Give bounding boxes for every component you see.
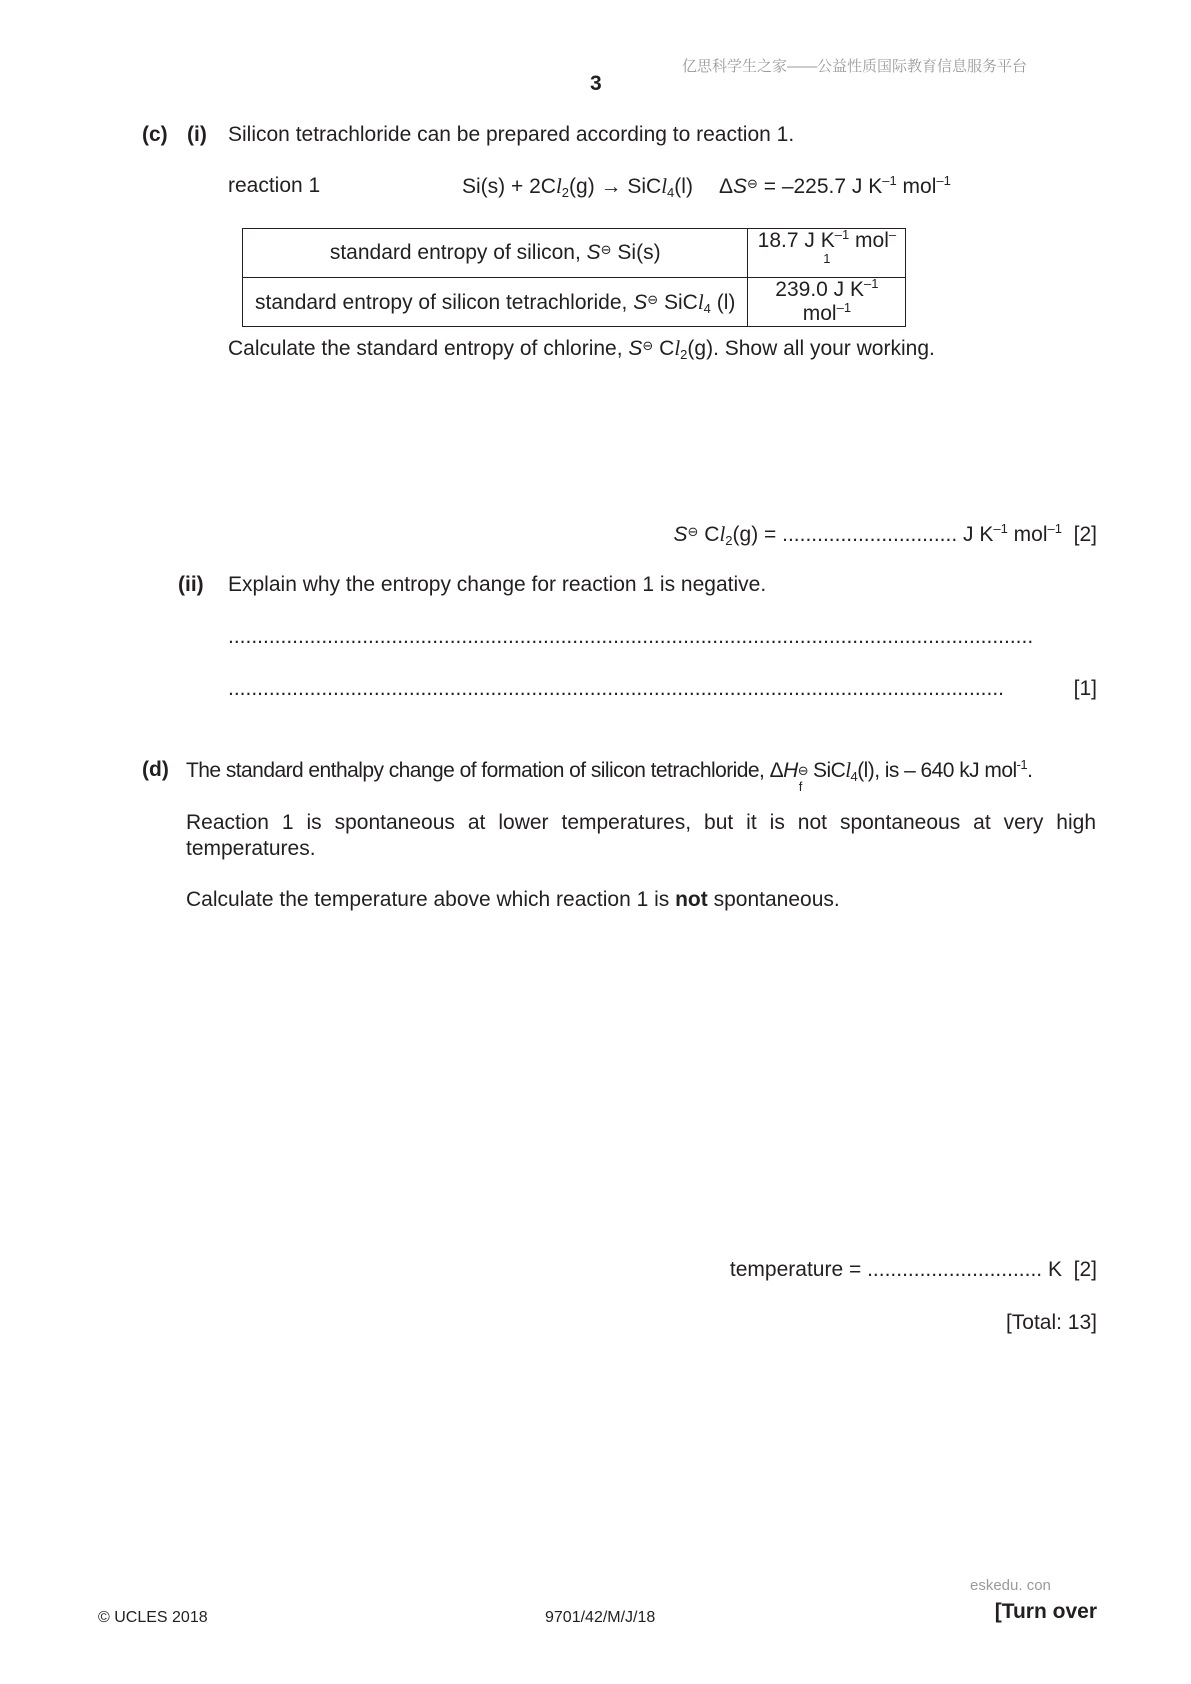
turn-over: [Turn over bbox=[994, 1600, 1097, 1623]
entropy-table bbox=[242, 228, 906, 327]
answer-line-temperature: temperature = .............................. K [2] bbox=[729, 1258, 1097, 1281]
answer-line: .......................................................................................................................................... bbox=[228, 625, 1034, 648]
copyright: © UCLES 2018 bbox=[98, 1609, 208, 1626]
part-d-calc-prompt: Calculate the temperature above which reaction 1 is not spontaneous. bbox=[186, 888, 840, 911]
reaction-equation: $Si(s) + 2Cl_2(g)$ → SiCl$_4$(l) ΔS⊖ = –225.7 J $K^{-1}$ mol$^{-1}$ bbox=[462, 173, 951, 200]
marks: [2] bbox=[1073, 523, 1097, 546]
part-d-paragraph: Reaction 1 is spontaneous at lower temperatures, but it is not spontaneous at very high temperatures. bbox=[186, 811, 1096, 860]
part-d-label: (d) bbox=[142, 758, 169, 781]
total-marks: [Total: 13] bbox=[1005, 1311, 1097, 1334]
part-c-intro: Silicon tetrachloride can be prepared according to reaction 1. bbox=[228, 123, 795, 146]
paper-code: 9701/42/M/J/18 bbox=[545, 1609, 656, 1626]
table-cell-value: 239.0 J $K^{-1}$ mol$^{-1}$ bbox=[748, 278, 906, 327]
delta-s-symbol: ΔS bbox=[718, 175, 747, 198]
part-c-label: (c) bbox=[142, 123, 168, 146]
marks: [1] bbox=[1073, 677, 1097, 700]
answer-line-entropy: S⊖ $Cl_2(g)$ = .............................. J $K^{-1}$ mol$^{-1}$ [2] bbox=[673, 521, 1097, 548]
table-row bbox=[243, 278, 906, 327]
explain-prompt: Explain why the entropy change for reaction 1 is negative. bbox=[228, 573, 767, 596]
part-c-ii-label: (ii) bbox=[178, 573, 204, 596]
part-d-text: The standard enthalpy change of formation of silicon tetrachloride, ΔH ⊖ f SiCl$_4$(l), is – 640 kJ mol$^{-1}$. bbox=[186, 757, 1033, 794]
page-number: 3 bbox=[590, 72, 602, 95]
answer-line: ..................................................................................................................................... bbox=[228, 677, 1004, 700]
footer-watermark: eskedu. con bbox=[970, 1577, 1051, 1594]
table-cell-label: standard entropy of silicon, S⊖ Si(s) bbox=[243, 229, 748, 278]
reaction-label: reaction 1 bbox=[228, 174, 321, 197]
marks: [2] bbox=[1073, 1258, 1097, 1281]
table-cell-value: 18.7 J $K^{-1}$ mol$^{-1}$ bbox=[748, 229, 906, 278]
header-watermark: 亿思科学生之家——公益性质国际教育信息服务平台 bbox=[682, 58, 1028, 75]
calc-prompt-c: Calculate the standard entropy of chlorine, S⊖ $Cl_2(g)$. Show all your working. bbox=[228, 336, 935, 362]
part-c-i-label: (i) bbox=[187, 123, 207, 146]
table-row bbox=[243, 229, 906, 278]
table-cell-label: standard entropy of silicon tetrachloride, S⊖ SiCl$_4$ (l) bbox=[243, 278, 748, 327]
